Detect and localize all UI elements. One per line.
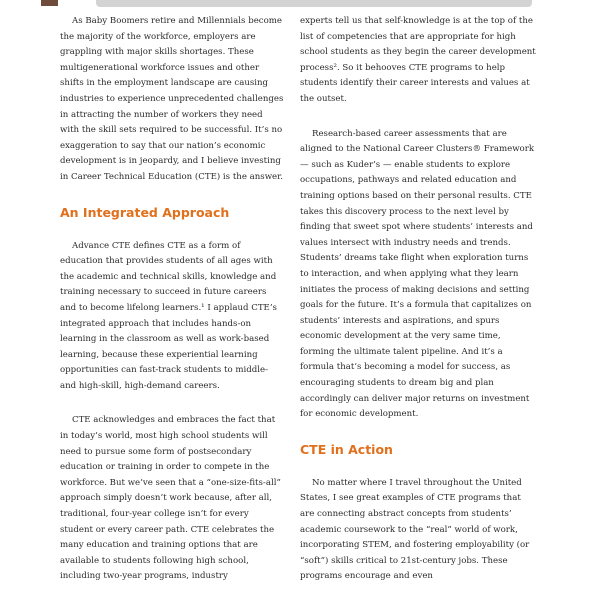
header-bar (96, 0, 532, 7)
cte-in-action-paragraph: No matter where I travel throughout the United States, I see great examples of CTE programs that are connecting abstract concepts from students’ academic coursework to the “real” world of work, incorporating STEM, and fostering employability (or “soft”) skills critical to 21st-century jobs. These programs encourage and even (300, 477, 530, 582)
right-column (300, 14, 536, 604)
postsecondary-paragraph: CTE acknowledges and embraces the fact that in today’s world, most high school students will need to pursue some form of postsecondary education or training in order to compete in the workforce. But we’ve seen that a “one-size-fits-all” approach simply doesn’t work because, after all, traditional, four-year college isn’t for every student or every career path. CTE celebrates the many education and training options that are available to students following high school, including two-year programs, industry (60, 415, 281, 582)
cte-definition-paragraph: Advance CTE defines CTE as a form of education that provides students of all ages with the academic and technical skills, knowledge and training necessary to succeed in future careers and to become lifelong learners.¹ I applaud CTE’s integrated approach that includes hands-on learning in the classroom as well as work-based learning, because these experiential learning opportunities can fast-track students to middle- and high-skill, high-demand careers. (60, 240, 277, 391)
section-heading-integrated-approach: An Integrated Approach (60, 204, 230, 220)
career-assessments-paragraph: Research-based career assessments that are aligned to the National Career Clusters® Framework — such as Kuder’s — enable students to explore occupations, pathways and related education and training options based on their personal results. CTE takes this discovery process to the next level by finding that sweet spot where students’ interests and values intersect with industry needs and trends. Students’ dreams take flight when exploration turns to interaction, and when applying what they learn initiates the process of making decisions and setting goals for the future. It’s a formula that capitalizes on students’ interests and aspirations, and spurs economic development at the very same time, forming the ultimate talent pipeline. And it’s a formula that’s becoming a model for success, as encouraging students to dream big and plan accordingly can deliver major returns on investment for economic development. (300, 128, 535, 420)
section-heading-cte-in-action: CTE in Action (300, 441, 393, 457)
left-column (60, 14, 284, 604)
author-photo (41, 0, 58, 6)
intro-paragraph: As Baby Boomers retire and Millennials become the majority of the workforce, employers are grappling with major skills shortages. These multigenerational workforce issues and other shifts in the employment landscape are causing industries to experience unprecedented challenges in attracting the number of workers they need with the skill sets required to be successful. It’s no exaggeration to say that our nation’s economic development is in jeopardy, and I believe investing in Career Technical Education (CTE) is the answer. (60, 16, 284, 182)
self-knowledge-paragraph: experts tell us that self-knowledge is at the top of the list of competencies that are appropriate for high school students as they begin the career development process². So it behooves CTE programs to help students identify their career interests and values at the outset. (300, 16, 536, 104)
